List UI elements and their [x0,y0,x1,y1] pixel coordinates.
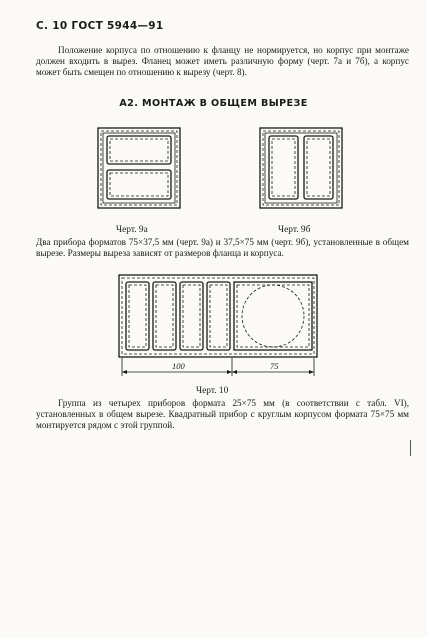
group-paragraph: Группа из четырех приборов формата 25×75 мм (в соответствии с табл. VI), установленных в общем вырезе. Квадратный прибор с круглым корпусом формата 75×75 мм монтируется рядом с этой группой. [36,398,409,431]
section-title: А2. МОНТАЖ В ОБЩЕМ ВЫРЕЗЕ [119,98,308,109]
figure-9b-caption: Черт. 9б [278,225,311,235]
figure-10 [116,272,322,384]
figure-9b [256,124,346,214]
figure-10-caption: Черт. 10 [196,386,229,396]
figure-9a [94,124,184,214]
figure-9a-caption: Черт. 9а [116,225,148,235]
dimension-75: 75 [270,361,279,371]
two-devices-paragraph: Два прибора форматов 75×37,5 мм (черт. 9а) и 37,5×75 мм (черт. 9б), установленные в общем вырезе. Размеры выреза зависят от размеров фланца и корпуса. [36,237,409,259]
intro-paragraph: Положение корпуса по отношению к фланцу не нормируется, но корпус при монтаже должен входить в вырез. Фланец может иметь различную форму (черт. 7а и 7б), а корпус может быть смещен по отношению к вырезу (черт. 8). [36,45,409,78]
margin-mark [410,440,411,456]
dimension-100: 100 [172,361,185,371]
page-header: С. 10 ГОСТ 5944—91 [36,20,164,32]
